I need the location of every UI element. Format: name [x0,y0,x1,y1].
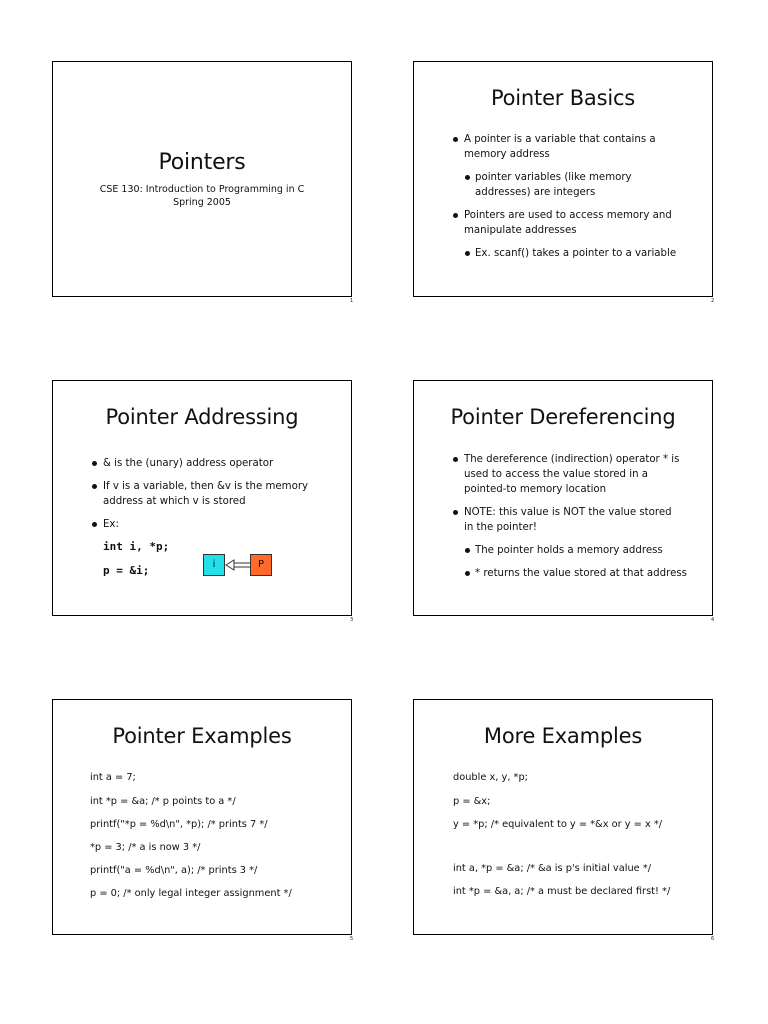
bullet-icon [465,251,470,256]
slide-term: Spring 2005 [173,197,231,208]
bullet-icon [453,213,458,218]
page-number: 4 [711,617,715,623]
bullet-text: Pointers are used to access memory and [464,210,672,221]
bullet-text: Ex: [103,519,119,530]
arrow-left-icon [225,559,251,571]
bullet-text: manipulate addresses [464,225,577,236]
bullet-icon [92,461,97,466]
bullet-text: The dereference (indirection) operator * is [464,454,680,465]
bullet-icon [453,137,458,142]
slide-1 [52,61,352,297]
sub-bullet-text: pointer variables (like memory [475,172,632,183]
bullet-icon [465,548,470,553]
code-line: int a, *p = &a; /* &a is p's initial value */ [453,863,651,874]
slide-6 [413,699,713,935]
bullet-text: in the pointer! [464,522,538,533]
slide-subtitle: CSE 130: Introduction to Programming in C [99,184,305,195]
code-line: *p = 3; /* a is now 3 */ [90,842,201,853]
code-line: int a = 7; [90,772,136,783]
bullet-icon [92,522,97,527]
code-line: printf("a = %d\n", a); /* prints 3 */ [90,865,258,876]
code-line: y = *p; /* equivalent to y = *&x or y = x */ [453,819,663,830]
code-line: int *p = &a; /* p points to a */ [90,796,236,807]
slide-4 [413,380,713,616]
code-line: int *p = &a, a; /* a must be declared first! */ [453,886,671,897]
slide-title: Pointers [158,150,246,175]
code-line: double x, y, *p; [453,772,528,783]
bullet-text: A pointer is a variable that contains a [464,134,656,145]
bullet-text: memory address [464,149,550,160]
bullet-text: & is the (unary) address operator [103,458,274,469]
slide-2 [413,61,713,297]
bullet-icon [465,175,470,180]
bullet-text: address at which v is stored [103,496,246,507]
sub-bullet-text: * returns the value stored at that address [475,568,687,579]
code-line: p = 0; /* only legal integer assignment */ [90,888,292,899]
slide-title: Pointer Dereferencing [450,405,676,429]
bullet-text: NOTE: this value is NOT the value stored [464,507,672,518]
slide-title: Pointer Basics [490,86,636,110]
page-number: 6 [711,936,715,942]
bullet-text: If v is a variable, then &v is the memory [103,481,309,492]
code-line: int i, *p; [103,540,170,553]
bullet-text: used to access the value stored in a [464,469,649,480]
pointer-p-box: P [250,554,272,576]
bullet-icon [453,457,458,462]
code-line: p = &x; [453,796,491,807]
sub-bullet-text: The pointer holds a memory address [475,545,663,556]
bullet-icon [92,484,97,489]
bullet-icon [453,510,458,515]
slide-title: Pointer Examples [112,724,292,748]
code-line: printf("*p = %d\n", *p); /* prints 7 */ [90,819,268,830]
slide-title: Pointer Addressing [105,405,299,429]
bullet-icon [465,571,470,576]
slide-5 [52,699,352,935]
slide-3 [52,380,352,616]
page-number: 1 [350,298,354,304]
page-number: 5 [350,936,354,942]
variable-i-box: i [203,554,225,576]
page-number: 3 [350,617,354,623]
code-line: p = &i; [103,564,150,577]
bullet-text: pointed-to memory location [464,484,607,495]
sub-bullet-text: Ex. scanf() takes a pointer to a variable [475,248,677,259]
slide-title: More Examples [483,724,643,748]
page-number: 2 [711,298,715,304]
sub-bullet-text: addresses) are integers [475,187,596,198]
